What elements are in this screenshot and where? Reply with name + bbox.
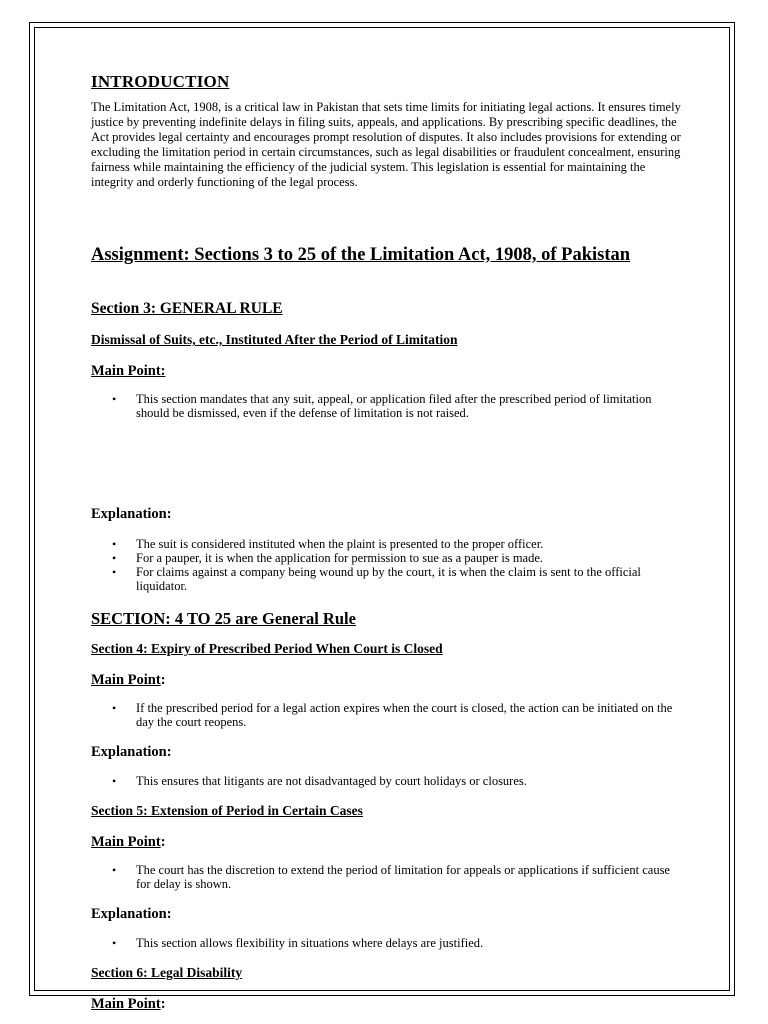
- list-item: • This ensures that litigants are not disadvantaged by court holidays or closures.: [91, 774, 681, 788]
- list-item: • The suit is considered instituted when the plaint is presented to the proper officer.: [91, 537, 681, 551]
- introduction-paragraph: The Limitation Act, 1908, is a critical law in Pakistan that sets time limits for initiating legal actions. It ensures timely justice by preventing indefinite delays in filing suits, appeals, and applications. By prescribing specific deadlines, the Act provides legal certainty and encourages prompt resolution of disputes. It also includes provisions for extending or excluding the limitation period in certain circumstances, such as legal disabilities or fraudulent concealment, ensuring fairness while maintaining the efficiency of the judicial system. This legislation is essential for maintaining the integrity and orderly functioning of the legal process.: [91, 100, 681, 189]
- section-5-title: Section 5: Extension of Period in Certain Cases: [91, 803, 363, 818]
- list-item: • For claims against a company being wound up by the court, it is when the claim is sent to the official liquidator.: [91, 565, 681, 593]
- section-6-title: Section 6: Legal Disability: [91, 965, 243, 980]
- section-5-explanation-list: [91, 936, 681, 950]
- section-4-explanation-list: [91, 774, 681, 788]
- section-3-main-point-label: Main Point:: [91, 363, 166, 379]
- list-item: • If the prescribed period for a legal action expires when the court is closed, the action can be initiated on the day the court reopens.: [91, 701, 681, 729]
- list-item: • This section allows flexibility in situations where delays are justified.: [91, 936, 681, 950]
- list-item: • The court has the discretion to extend the period of limitation for appeals or applications if sufficient cause for delay is shown.: [91, 863, 681, 891]
- section-6-main-point-label: Main Point:: [91, 996, 166, 1012]
- section-3-explanation-list: [91, 537, 681, 593]
- section-5-main-point-list: [91, 863, 681, 891]
- assignment-title: Assignment: Sections 3 to 25 of the Limitation Act, 1908, of Pakistan: [91, 245, 631, 265]
- section-4-main-point-label: Main Point:: [91, 672, 166, 688]
- list-item: • This section mandates that any suit, appeal, or application filed after the prescribed period of limitation should be dismissed, even if the defense of limitation is not raised.: [91, 392, 681, 420]
- section-3-title: Section 3: GENERAL RULE: [91, 300, 283, 317]
- general-rule-heading: SECTION: 4 TO 25 are General Rule: [91, 609, 356, 628]
- section-4-title: Section 4: Expiry of Prescribed Period When Court is Closed: [91, 641, 443, 656]
- section-4-explanation-label: Explanation:: [91, 744, 172, 760]
- introduction-heading: INTRODUCTION: [91, 72, 230, 91]
- section-3-explanation-label: Explanation:: [91, 506, 172, 522]
- list-item: • For a pauper, it is when the application for permission to sue as a pauper is made.: [91, 551, 681, 565]
- section-3-subtitle: Dismissal of Suits, etc., Instituted After the Period of Limitation: [91, 332, 458, 347]
- section-3-main-point-list: [91, 392, 681, 420]
- section-4-main-point-list: [91, 701, 681, 729]
- section-5-main-point-label: Main Point:: [91, 834, 166, 850]
- section-5-explanation-label: Explanation:: [91, 906, 172, 922]
